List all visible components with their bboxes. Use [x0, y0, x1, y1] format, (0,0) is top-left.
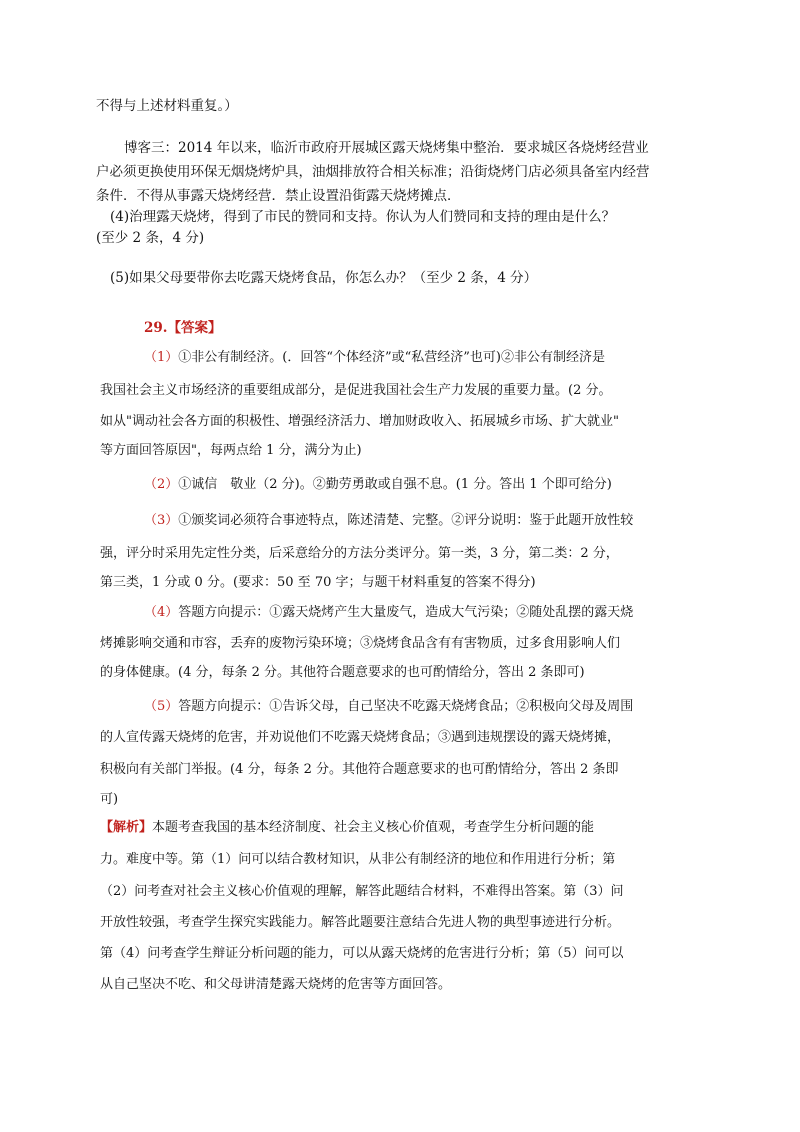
question-5: (5)如果父母要带你去吃露天烧烤食品，你怎么办？（至少 2 条，4 分）	[110, 270, 538, 286]
analysis-line	[100, 818, 594, 838]
intro-text: 不得与上述材料重复。）	[96, 98, 238, 114]
blog3-line: 条件．不得从事露天烧烤经营．禁止设置沿街露天烧烤摊点．	[96, 188, 461, 204]
question-4-score: (至少 2 条，4 分)	[96, 230, 205, 246]
answer-4-line	[144, 603, 633, 623]
answer-1-marker: （1）	[144, 350, 179, 365]
answer-1-line	[144, 348, 605, 368]
answer-4-line: 烤摊影响交通和市容，丢弃的废物污染环境；③烧烤食品含有有害物质，过多食用影响人们	[100, 636, 621, 651]
analysis-label: 【解析】	[100, 820, 153, 835]
answer-2-marker: （2）	[144, 477, 179, 492]
answer-4-line: 的身体健康。(4 分，每条 2 分。其他符合题意要求的也可酌情给分，答出 2 条即可)	[100, 665, 585, 680]
analysis-line: 力。难度中等。第（1）问可以结合教材知识，从非公有制经济的地位和作用进行分析；第	[100, 852, 616, 867]
answer-5-line: 积极向有关部门举报。(4 分，每条 2 分。其他符合题意要求的也可酌情给分，答出 2 条即	[100, 762, 619, 777]
answer-2-line	[144, 475, 612, 495]
answer-5-marker: （5）	[144, 699, 179, 714]
answer-number: 29.	[144, 320, 168, 336]
blog3-line: 博客三：2014 年以来，临沂市政府开展城区露天烧烤集中整治．要求城区各烧烤经营业	[124, 140, 649, 156]
answer-5-line	[144, 697, 633, 717]
answer-heading	[144, 318, 222, 338]
analysis-text: 本题考查我国的基本经济制度、社会主义核心价值观，考查学生分析问题的能	[152, 820, 595, 835]
answer-4-marker: （4）	[144, 605, 179, 620]
analysis-line: 开放性较强，考查学生探究实践能力。解答此题要注意结合先进人物的典型事迹进行分析。	[100, 915, 621, 930]
answer-label: 【答案】	[167, 320, 222, 336]
blog3-line: 户必须更换使用环保无烟烧烤炉具，油烟排放符合相关标准；沿街烧烤门店必须具备室内经营	[96, 164, 650, 180]
answer-1-line: 如从"调动社会各方面的积极性、增强经济活力、增加财政收入、拓展城乡市场、扩大就业"	[100, 414, 619, 429]
answer-1-line: 我国社会主义市场经济的重要组成部分，是促进我国社会生产力发展的重要力量。(2 分。	[100, 383, 612, 398]
answer-5-line: 的人宣传露天烧烤的危害，并劝说他们不吃露天烧烤食品；③遇到违规摆设的露天烧烤摊，	[100, 730, 621, 745]
answer-1-text: ①非公有制经济。(．回答“个体经济”或“私营经济”也可)②非公有制经济是	[178, 350, 606, 365]
answer-3-marker: （3）	[144, 513, 179, 528]
analysis-line: （2）问考查对社会主义核心价值观的理解，解答此题结合材料，不难得出答案。第（3）问	[100, 884, 624, 899]
analysis-line: 从自己坚决不吃、和父母讲清楚露天烧烤的危害等方面回答。	[100, 977, 452, 992]
answer-5-text: 答题方向提示：①告诉父母，自己坚决不吃露天烧烤食品；②积极向父母及周围	[178, 699, 634, 714]
answer-3-line: 强，评分时采用先定性分类，后采意给分的方法分类评分。第一类，3 分，第二类：2 分，	[100, 546, 619, 561]
analysis-line: 第（4）问考查学生辩证分析问题的能力，可以从露天烧烤的危害进行分析；第（5）问可以	[100, 946, 624, 961]
answer-2-text: ①诚信 敬业（2 分)。②勤劳勇敢或自强不息。(1 分。答出 1 个即可给分)	[178, 477, 612, 492]
answer-3-line	[144, 511, 633, 531]
answer-5-line: 可)	[100, 792, 119, 807]
answer-3-text: ①颁奖词必须符合事迹特点，陈述清楚、完整。②评分说明：鉴于此题开放性较	[178, 513, 634, 528]
answer-3-line: 第三类，1 分或 0 分。(要求：50 至 70 字；与题干材料重复的答案不得分)	[100, 575, 536, 590]
question-4: (4)治理露天烧烤，得到了市民的赞同和支持。你认为人们赞同和支持的理由是什么？	[110, 209, 616, 225]
answer-1-line: 等方面回答原因"，每两点给 1 分，满分为止)	[100, 443, 362, 458]
answer-4-text: 答题方向提示：①露天烧烤产生大量废气，造成大气污染；②随处乱摆的露天烧	[178, 605, 634, 620]
